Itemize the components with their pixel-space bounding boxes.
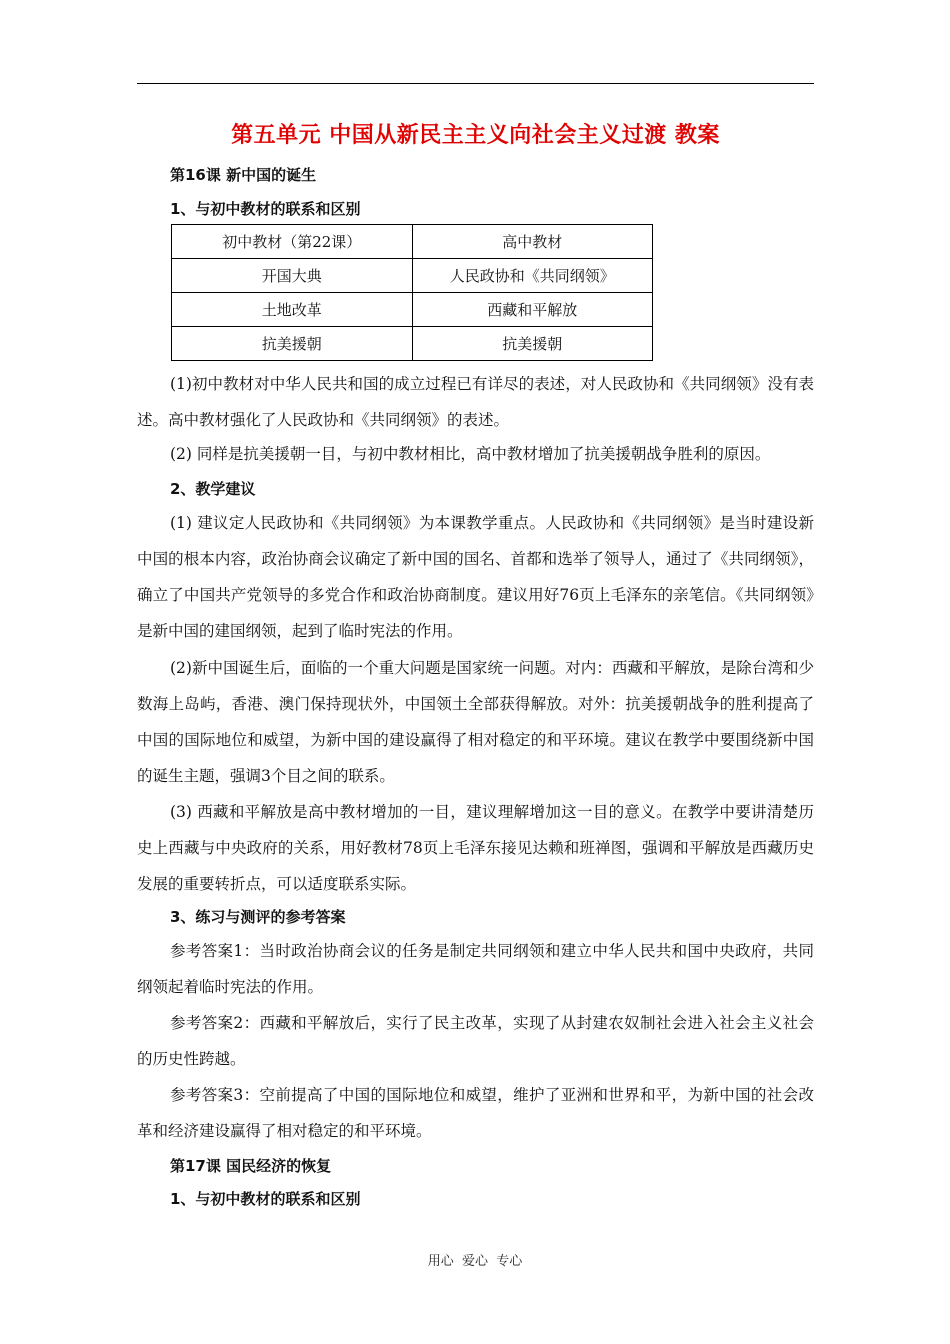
section2-paragraph-2: (2)新中国诞生后，面临的一个重大问题是国家统一问题。对内：西藏和平解放，是除台湾和少数海上岛屿，香港、澳门保持现状外，中国领土全部获得解放。对外：抗美援朝战争的胜利提高了中国的国际地位和威望，为新中国的建设赢得了相对稳定的和平环境。建议在教学中要围绕新中国的诞生主题，强调3个目之间的联系。	[137, 659, 814, 785]
table-cell: 抗美援朝	[172, 327, 413, 361]
header-rule	[137, 83, 814, 84]
answer-1: 参考答案1：当时政治协商会议的任务是制定共同纲领和建立中华人民共和国中央政府，共同纲领起着临时宪法的作用。	[137, 942, 814, 996]
table-row	[172, 259, 653, 293]
section1-paragraph-1: (1)初中教材对中华人民共和国的成立过程已有详尽的表述，对人民政协和《共同纲领》没有表述。高中教材强化了人民政协和《共同纲领》的表述。	[137, 375, 814, 429]
table-header-cell: 高中教材	[412, 225, 653, 259]
section1-heading: 1、与初中教材的联系和区别	[170, 200, 361, 218]
section1-paragraph-2: (2) 同样是抗美援朝一目，与初中教材相比，高中教材增加了抗美援朝战争胜利的原因。	[170, 445, 771, 463]
table-cell: 开国大典	[172, 259, 413, 293]
section2-paragraph-1: (1) 建议定人民政协和《共同纲领》为本课教学重点。人民政协和《共同纲领》是当时建设新中国的根本内容，政治协商会议确定了新中国的国名、首都和选举了领导人，通过了《共同纲领》，确立了中国共产党领导的多党合作和政治协商制度。建议用好76页上毛泽东的亲笔信。《共同纲领》是新中国的建国纲领，起到了临时宪法的作用。	[137, 514, 814, 640]
table-cell: 人民政协和《共同纲领》	[412, 259, 653, 293]
page-title: 第五单元 中国从新民主主义向社会主义过渡 教案	[231, 123, 720, 148]
lesson16-heading: 第16课 新中国的诞生	[170, 166, 317, 184]
lesson17-section1-heading: 1、与初中教材的联系和区别	[170, 1190, 361, 1208]
answer-3: 参考答案3：空前提高了中国的国际地位和威望，维护了亚洲和世界和平，为新中国的社会改革和经济建设赢得了相对稳定的和平环境。	[137, 1086, 814, 1140]
section2-paragraph-3: (3) 西藏和平解放是高中教材增加的一目，建议理解增加这一目的意义。在教学中要讲清楚历史上西藏与中央政府的关系，用好教材78页上毛泽东接见达赖和班禅图，强调和平解放是西藏历史发展的重要转折点，可以适度联系实际。	[137, 803, 814, 893]
table-header-row	[172, 225, 653, 259]
table-row	[172, 327, 653, 361]
table-cell: 土地改革	[172, 293, 413, 327]
table-cell: 西藏和平解放	[412, 293, 653, 327]
section2-heading: 2、教学建议	[170, 480, 256, 498]
table-row	[172, 293, 653, 327]
table-cell: 抗美援朝	[412, 327, 653, 361]
answer-2: 参考答案2：西藏和平解放后，实行了民主改革，实现了从封建农奴制社会进入社会主义社会的历史性跨越。	[137, 1014, 814, 1068]
comparison-table	[171, 224, 653, 361]
table-header-cell: 初中教材（第22课）	[172, 225, 413, 259]
section3-heading: 3、练习与测评的参考答案	[170, 908, 346, 926]
page-footer: 用心 爱心 专心	[427, 1254, 523, 1269]
lesson17-heading: 第17课 国民经济的恢复	[170, 1157, 332, 1175]
